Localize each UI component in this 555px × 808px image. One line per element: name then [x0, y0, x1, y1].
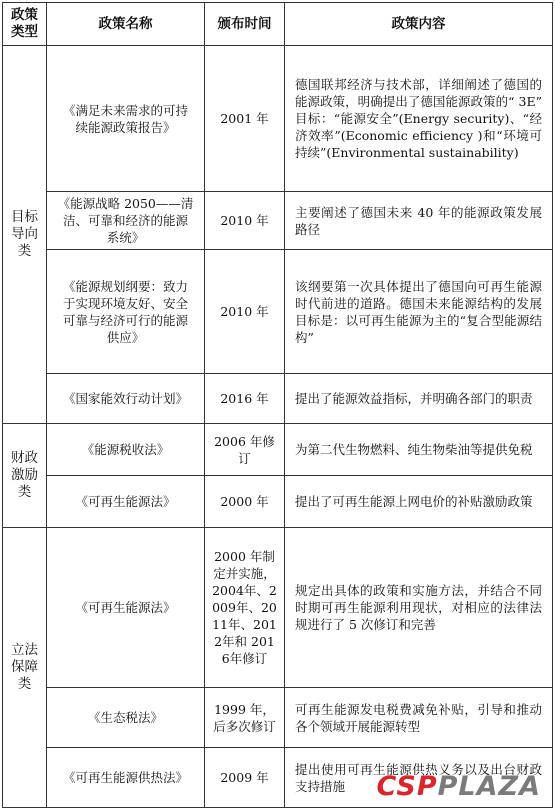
- policy-content-cell: 主要阐述了德国未来 40 年的能源政策发展路径: [285, 192, 553, 250]
- header-row: [3, 3, 553, 46]
- header-policy-content: 政策内容: [285, 3, 553, 46]
- policy-table: [2, 2, 553, 808]
- header-issue-date: 颁布时间: [205, 3, 285, 46]
- policy-type-cell: 目标导向类: [3, 46, 47, 424]
- issue-date-cell: 2016 年: [205, 374, 285, 424]
- issue-date-cell: 2010 年: [205, 250, 285, 374]
- policy-name-cell: 《可再生能源法》: [47, 528, 205, 688]
- issue-date-cell: 2001 年: [205, 46, 285, 192]
- policy-name-cell: 《生态税法》: [47, 688, 205, 748]
- policy-content-cell: 提出了能源效益指标，并明确各部门的职责: [285, 374, 553, 424]
- policy-name-cell: 《满足未来需求的可持续能源政策报告》: [47, 46, 205, 192]
- policy-name-cell: 《国家能效行动计划》: [47, 374, 205, 424]
- table-row: [3, 374, 553, 424]
- policy-name-cell: 《能源税收法》: [47, 424, 205, 476]
- issue-date-cell: 1999 年，后多次修订: [205, 688, 285, 748]
- issue-date-cell: 2000 年: [205, 476, 285, 528]
- table-row: [3, 192, 553, 250]
- header-policy-name: 政策名称: [47, 3, 205, 46]
- policy-name-cell: 《能源战略 2050——清洁、可靠和经济的能源系统》: [47, 192, 205, 250]
- header-policy-type: 政策类型: [3, 3, 47, 46]
- issue-date-cell: 2000 年制定并实施，2004年、2009年、2011年、2012年和 2016年修订: [205, 528, 285, 688]
- policy-name-cell: 《可再生能源供热法》: [47, 748, 205, 808]
- policy-content-cell: 该纲要第一次具体提出了德国向可再生能源时代前进的道路。德国未来能源结构的发展目标是：以可再生能源为主的“复合型能源结构”: [285, 250, 553, 374]
- table-row: [3, 688, 553, 748]
- table-row: [3, 46, 553, 192]
- policy-content-cell: 可再生能源发电税费减免补贴，引导和推动各个领域开展能源转型: [285, 688, 553, 748]
- issue-date-cell: 2009 年: [205, 748, 285, 808]
- policy-content-cell: 德国联邦经济与技术部，详细阐述了德国的能源政策，明确提出了德国能源政策的“ 3E” 目标：“能源安全”(Energy security)、“经济效率”(Economic efficiency )和“环境可持续”(Environmental sustainability): [285, 46, 553, 192]
- watermark-part1: CSP: [376, 771, 438, 802]
- table-row: [3, 250, 553, 374]
- table-row: [3, 476, 553, 528]
- cspplaza-watermark-logo: [377, 771, 541, 802]
- policy-content-cell: 提出了可再生能源上网电价的补贴激励政策: [285, 476, 553, 528]
- table-row: [3, 424, 553, 476]
- policy-content-cell: 为第二代生物燃料、纯生物柴油等提供免税: [285, 424, 553, 476]
- policy-type-cell: 立法保障类: [3, 528, 47, 808]
- table-row: [3, 528, 553, 688]
- policy-type-cell: 财政激励类: [3, 424, 47, 528]
- policy-name-cell: 《能源规划纲要：致力于实现环境友好、安全可靠与经济可行的能源供应》: [47, 250, 205, 374]
- issue-date-cell: 2010 年: [205, 192, 285, 250]
- watermark-part2: PLAZA: [437, 771, 541, 802]
- issue-date-cell: 2006 年修订: [205, 424, 285, 476]
- policy-content-cell: 提出使用可再生能源供热义务以及出台财政支持措施: [285, 748, 553, 808]
- policy-content-cell: 规定出具体的政策和实施方法，并结合不同时期可再生能源利用现状，对相应的法律法规进行了 5 次修订和完善: [285, 528, 553, 688]
- policy-name-cell: 《可再生能源法》: [47, 476, 205, 528]
